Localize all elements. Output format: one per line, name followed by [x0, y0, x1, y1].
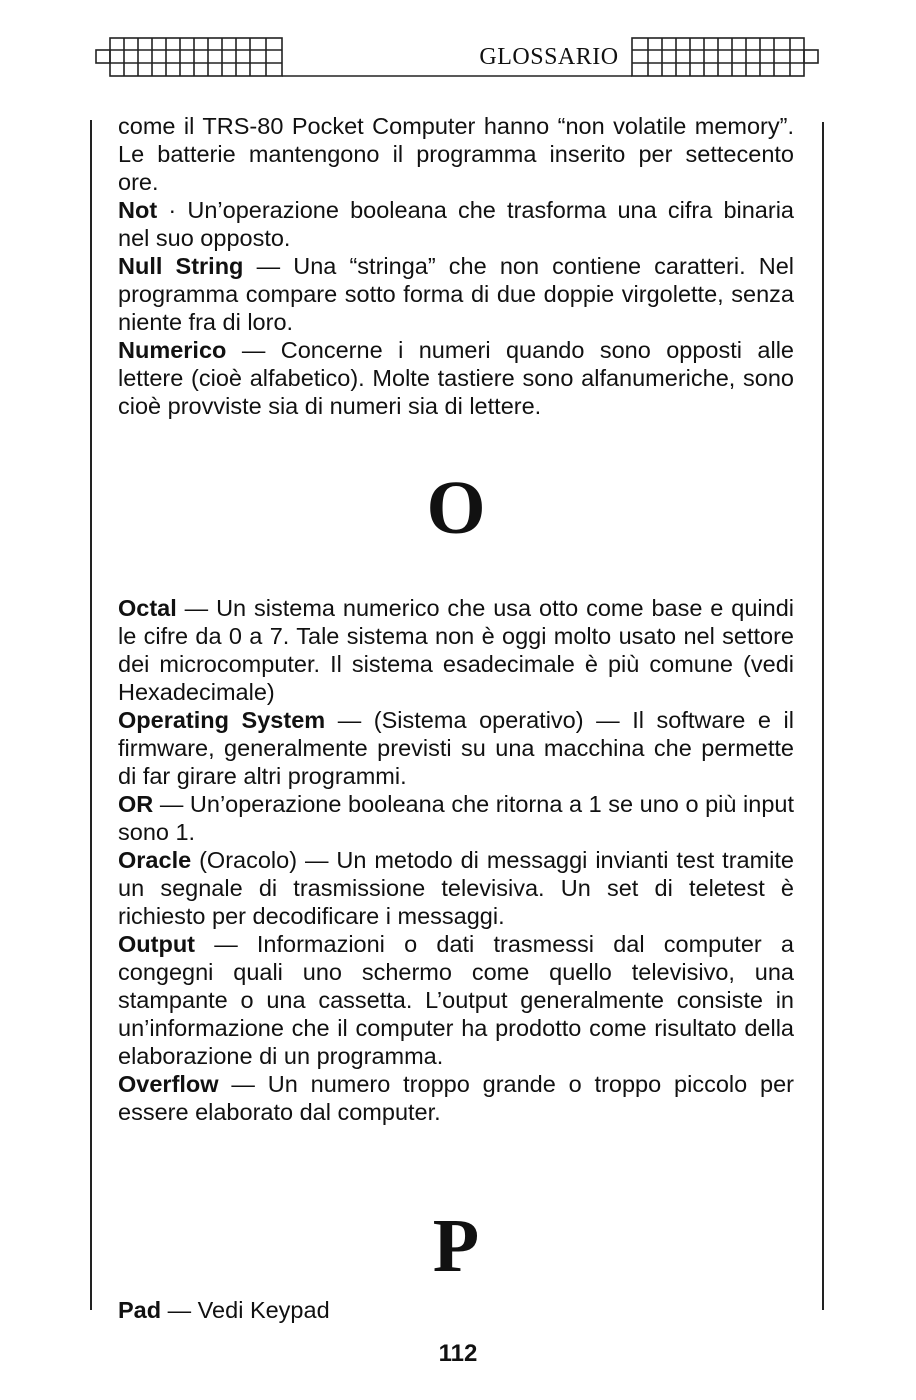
margin-rule-right — [822, 122, 824, 1310]
entry-separator: — — [161, 1297, 198, 1323]
intro-text: come il TRS-80 Pocket Computer hanno “non volatile memory”. Le batterie mantengono il programma inserito per settecento ore. — [118, 113, 794, 195]
glossary-entry — [118, 196, 794, 252]
glossary-entry — [118, 706, 794, 790]
section-o — [118, 594, 794, 1126]
entry-term: Oracle — [118, 847, 192, 873]
glossary-entry — [118, 1070, 794, 1126]
running-header — [88, 36, 828, 80]
entry-term: Output — [118, 931, 195, 957]
glossary-entry — [118, 594, 794, 706]
entry-separator: — — [325, 707, 374, 733]
page-number: 112 — [438, 1340, 478, 1367]
entry-definition: Un’operazione booleana che trasforma una cifra binaria nel suo opposto. — [118, 197, 794, 251]
entry-definition: Un metodo di messaggi invianti test tramite un segnale di trasmissione televisiva. Un set di teletest è richiesto per decodificare i messaggi. — [118, 847, 794, 929]
section-n — [118, 196, 794, 420]
entry-term: Not — [118, 197, 158, 223]
entry-definition: Una “stringa” che non contiene caratteri. Nel programma compare sotto forma di due doppie virgolette, senza niente fra di loro. — [118, 253, 795, 335]
entry-term: Pad — [118, 1297, 162, 1323]
entry-definition: Concerne i numeri quando sono opposti alle lettere (cioè alfabetico). Molte tastiere sono alfanumeriche, sono cioè provviste sia di numeri sia di lettere. — [118, 337, 794, 419]
entry-definition: Vedi Keypad — [197, 1297, 330, 1323]
header-title: GLOSSARIO — [479, 44, 619, 70]
glossary-content — [118, 112, 794, 1324]
glossary-entry — [118, 930, 794, 1070]
entry-definition: Informazioni o dati trasmessi dal computer a congegni quali uno schermo come quello televisivo, una stampante o una cassetta. L’output generalmente consiste in un’informazione che il computer ha prodotto come risultato della elaborazione di un programma. — [118, 931, 794, 1069]
entry-term: Octal — [118, 595, 177, 621]
entry-term: OR — [118, 791, 154, 817]
section-p — [118, 1296, 794, 1324]
entry-definition: Un numero troppo grande o troppo piccolo per essere elaborato dal computer. — [118, 1071, 794, 1125]
glossary-entry — [118, 336, 794, 420]
entry-term: Null String — [118, 253, 244, 279]
section-letter-o: O — [426, 466, 486, 550]
entry-separator: — — [243, 253, 294, 279]
entry-definition: Un sistema numerico che usa otto come base e quindi le cifre da 0 a 7. Tale sistema non è oggi molto usato nel settore dei microcomputer. Il sistema esadecimale è più comune (vedi Hexadecimale) — [118, 595, 794, 705]
glossary-entry — [118, 252, 794, 336]
section-letter-p: P — [432, 1204, 480, 1288]
entry-separator: — — [176, 595, 217, 621]
entry-definition: (Sistema operativo) — Il software e il firmware, generalmente previsti su una macchina che permette di far girare altri programmi. — [118, 707, 794, 789]
entry-separator: · — [157, 197, 188, 223]
entry-separator: — — [195, 931, 257, 957]
entry-separator: — — [226, 337, 281, 363]
margin-rule-left — [90, 120, 92, 1310]
entry-term: Operating System — [118, 707, 326, 733]
entry-term: Overflow — [118, 1071, 219, 1097]
glossary-entry — [118, 846, 794, 930]
glossary-entry — [118, 1296, 794, 1324]
entry-separator: — — [218, 1071, 268, 1097]
entry-separator: (Oracolo) — — [191, 847, 337, 873]
entry-term: Numerico — [118, 337, 227, 363]
entry-definition: Un’operazione booleana che ritorna a 1 se uno o più input sono 1. — [118, 791, 794, 845]
entry-separator: — — [153, 791, 190, 817]
glossary-entry — [118, 790, 794, 846]
